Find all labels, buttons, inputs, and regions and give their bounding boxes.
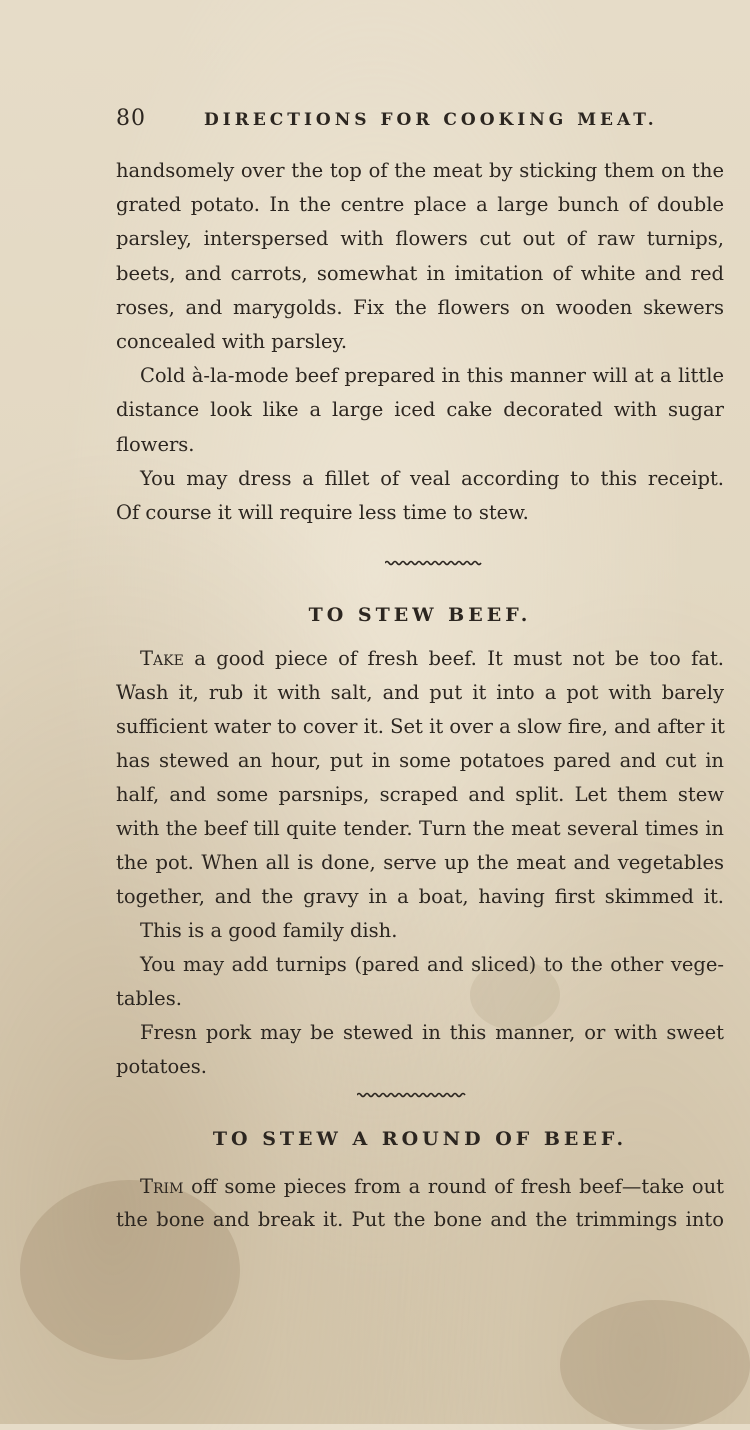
text-line: Fresn pork may be stewed in this manner, or with sweet: [140, 1021, 724, 1044]
text-line: Wash it, rub it with salt, and put it into a pot with barely: [116, 681, 724, 704]
text-line: beets, and carrots, somewhat in imitation of white and red: [116, 261, 724, 285]
text-line: the pot. When all is done, serve up the meat and vegetables: [116, 851, 724, 874]
text-line: flowers.: [116, 432, 195, 456]
text-block-stew-beef: [116, 642, 724, 1084]
text-line: This is a good family dish.: [140, 919, 398, 942]
text-line: half, and some parsnips, scraped and split. Let them stew: [116, 783, 724, 806]
text-block-stew-round: [116, 1170, 724, 1236]
text-line: together, and the gravy in a boat, having first skimmed it.: [116, 885, 724, 908]
age-stain: [560, 1300, 750, 1430]
text-line: roses, and marygolds. Fix the flowers on wooden skewers: [116, 295, 724, 319]
text-line: with the beef till quite tender. Turn the meat several times in: [116, 817, 724, 840]
page-header: [116, 106, 716, 136]
running-head: DIRECTIONS FOR COOKING MEAT.: [204, 110, 658, 130]
section-heading: TO STEW A ROUND OF BEEF.: [212, 1128, 628, 1150]
text-block-continuation: [116, 154, 724, 530]
text-line: has stewed an hour, put in some potatoes pared and cut in: [116, 749, 724, 772]
text-line: parsley, interspersed with flowers cut out of raw turnips,: [116, 227, 724, 251]
drop-word: Take: [140, 647, 184, 670]
text-line: the bone and break it. Put the bone and the trimmings into: [116, 1208, 724, 1231]
text-run: a good piece of fresh beef. It must not be too fat.: [183, 647, 724, 670]
text-line: sufficient water to cover it. Set it over a slow fire, and after it: [116, 715, 725, 738]
text-line: grated potato. In the centre place a large bunch of double: [116, 193, 724, 217]
text-line: potatoes.: [116, 1055, 208, 1078]
text-line: Of course it will require less time to stew.: [116, 500, 529, 524]
text-line: tables.: [116, 987, 182, 1010]
text-line: concealed with parsley.: [116, 329, 348, 353]
text-line: handsomely over the top of the meat by sticking them on the: [116, 159, 724, 182]
page-number: 80: [116, 106, 146, 131]
text-line-first: [116, 642, 724, 676]
text-run: off some pieces from a round of fresh beef—take out: [183, 1175, 724, 1198]
text-line: You may add turnips (pared and sliced) to the other vege-: [140, 953, 724, 976]
drop-word: Trim: [140, 1175, 184, 1198]
text-line: Cold à-la-mode beef prepared in this manner will at a little: [140, 364, 724, 388]
section-divider-ornament: [385, 558, 483, 568]
section-divider-ornament: [357, 1090, 469, 1100]
section-heading: TO STEW BEEF.: [308, 604, 532, 626]
text-line-first: [116, 1170, 724, 1203]
text-line: distance look like a large iced cake decorated with sugar: [116, 398, 724, 422]
text-line: You may dress a fillet of veal according to this receipt.: [140, 466, 724, 490]
